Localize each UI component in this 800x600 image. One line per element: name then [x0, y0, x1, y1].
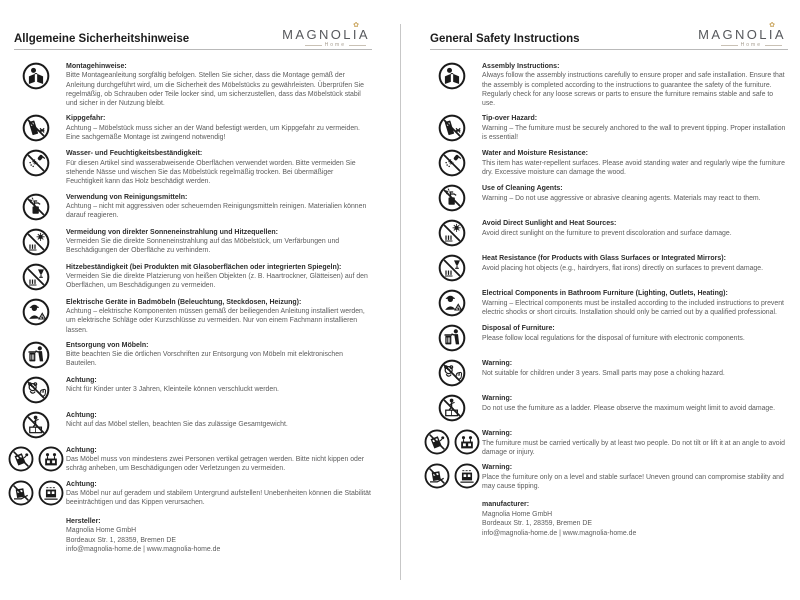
level-ground-icon: [453, 462, 481, 490]
no-children-icon: [21, 375, 51, 405]
item-heading: Water and Moisture Resistance:: [482, 150, 588, 158]
item-heading: Achtung:: [66, 480, 97, 488]
item-body: Vermeiden Sie die direkte Sonneneinstrahlung auf das Möbelstück, um Verfärbungen und Beschädigungen der Oberfläche zu verhindern.: [66, 237, 340, 255]
manufacturer-line: Magnolia Home GmbH: [66, 527, 137, 535]
item-heading: Warning:: [482, 360, 513, 368]
two-person-carry-icon: [453, 428, 481, 456]
assembly-manual-icon: [437, 61, 467, 91]
no-sunlight-icon: [21, 227, 51, 257]
safety-item-list: [14, 61, 372, 508]
safety-item: [14, 340, 372, 370]
safety-item: [430, 218, 788, 248]
safety-item-icons: [430, 323, 474, 353]
manufacturer-line: Bordeaux Str. 1, 28359, Bremen DE: [482, 520, 592, 528]
item-body: Nicht auf das Möbel stellen, beachten Sie das zulässige Gesamtgewicht.: [66, 421, 288, 429]
no-children-icon: [437, 358, 467, 388]
brand-subtitle: Home: [324, 42, 346, 48]
column-header: [430, 22, 788, 50]
item-heading: Assembly Instructions:: [482, 63, 560, 70]
item-body: Always follow the assembly instructions carefully to ensure proper and safe installation. Ensure that the assembly is completed according to the instructions to guarantee the safety of the furniture. Regularly check for any loose screws or parts to ensure the furniture remains stable and safe to use.: [482, 72, 785, 108]
safety-item-icons: [430, 113, 474, 143]
no-hot-objects-icon: [21, 262, 51, 292]
no-climbing-icon: [437, 393, 467, 423]
manufacturer-lines: [482, 510, 788, 539]
safety-item-text: [66, 148, 372, 186]
safety-item-icons: [14, 192, 58, 222]
item-body: Warning – Electrical components must be installed according to the included instructions to prevent electric shocks or short circuits. Installation should only be carried out by a qualified professional.: [482, 299, 784, 317]
safety-item-text: [66, 192, 372, 221]
safety-item-list: [430, 61, 788, 491]
safety-item: [430, 183, 788, 213]
item-heading: Electrical Components in Bathroom Furniture (Lighting, Outlets, Heating):: [482, 290, 728, 298]
safety-item-icons: [14, 297, 58, 327]
item-heading: Disposal of Furniture:: [482, 325, 555, 333]
item-heading: Wasser- und Feuchtigkeitsbeständigkeit:: [66, 150, 203, 158]
safety-item: [430, 462, 788, 491]
safety-item: [14, 262, 372, 292]
safety-item: [14, 375, 372, 405]
no-uneven-ground-icon: [7, 479, 35, 507]
safety-item-icons: [14, 410, 58, 440]
manufacturer-line: info@magnolia-home.de | www.magnolia-home.de: [66, 546, 221, 554]
safety-item: [430, 323, 788, 353]
manufacturer-line: Bordeaux Str. 1, 28359, Bremen DE: [66, 536, 176, 544]
disposal-icon: [21, 340, 51, 370]
safety-item-icons: [14, 61, 58, 91]
item-body: Do not use the furniture as a ladder. Please observe the maximum weight limit to avoid damage.: [482, 404, 776, 412]
item-heading: Avoid Direct Sunlight and Heat Sources:: [482, 220, 617, 228]
electrician-icon: [21, 297, 51, 327]
no-tilt-carry-icon: [7, 445, 35, 473]
manufacturer-block: [482, 500, 788, 538]
no-hot-objects-icon: [437, 253, 467, 283]
item-heading: Warning:: [482, 395, 513, 403]
safety-item-text: [66, 340, 372, 369]
safety-item: [14, 61, 372, 108]
two-person-carry-icon: [37, 445, 65, 473]
safety-item-icons: [14, 445, 58, 473]
item-body: Nicht für Kinder unter 3 Jahren, Kleinteile können verschluckt werden.: [66, 386, 279, 394]
manufacturer-line: info@magnolia-home.de | www.magnolia-home.de: [482, 529, 637, 537]
item-heading: Heat Resistance (for Products with Glass Surfaces or Integrated Mirrors):: [482, 255, 726, 263]
brand-logo: [698, 22, 788, 48]
safety-item-icons: [430, 462, 474, 490]
safety-item-text: [482, 323, 788, 343]
item-heading: Warning:: [482, 430, 513, 438]
item-body: Achtung – nicht mit aggressiven oder scheuernden Reinigungsmitteln reinigen. Materialien können darauf reagieren.: [66, 202, 367, 220]
safety-item: [430, 148, 788, 178]
column-divider: [400, 24, 401, 580]
safety-item: [14, 227, 372, 257]
safety-item: [430, 61, 788, 108]
logo-rule-left: [305, 45, 322, 46]
item-body: Place the furniture only on a level and stable surface! Uneven ground can compromise stability and may cause tipping.: [482, 473, 784, 490]
safety-item-icons: [430, 428, 474, 456]
item-body: Für diesen Artikel sind wasserabweisende Oberflächen verwendet worden. Bitte vermeiden Sie stehende Nässe und wischen Sie das Möbelstück regelmäßig trocken. Bei übermäßiger Feuchtigkeit kann das Holz beschädigt werden.: [66, 159, 356, 186]
safety-item-text: [66, 61, 372, 108]
item-heading: Montagehinweise:: [66, 63, 127, 70]
item-body: Warning – Do not use aggressive or abrasive cleaning agents. Materials may react to them.: [482, 194, 761, 202]
safety-item-icons: [430, 218, 474, 248]
safety-item-text: [66, 227, 372, 256]
safety-item-text: [66, 479, 372, 508]
safety-item-text: [482, 462, 788, 491]
tip-over-icon: [437, 113, 467, 143]
brand-name: MAGNOLIA: [282, 27, 370, 42]
disposal-icon: [437, 323, 467, 353]
safety-item: [14, 445, 372, 474]
manufacturer-line: Magnolia Home GmbH: [482, 510, 553, 518]
no-cleaning-agents-icon: [437, 183, 467, 213]
safety-item-text: [482, 113, 788, 142]
no-uneven-ground-icon: [423, 462, 451, 490]
item-heading: Use of Cleaning Agents:: [482, 185, 563, 193]
no-water-icon: [21, 148, 51, 178]
safety-item-icons: [430, 288, 474, 318]
brand-subtitle: Home: [740, 42, 762, 48]
item-heading: Achtung:: [66, 411, 97, 419]
safety-item-text: [482, 148, 788, 177]
safety-item-icons: [14, 340, 58, 370]
safety-item-icons: [430, 61, 474, 91]
safety-item-text: [482, 253, 788, 273]
safety-item-text: [66, 445, 372, 474]
item-body: The furniture must be carried vertically by at least two people. Do not tilt or lift it at an angle to avoid damage or injury.: [482, 439, 785, 457]
safety-item-text: [482, 218, 788, 238]
item-heading: Entsorgung von Möbeln:: [66, 341, 149, 349]
safety-item: [14, 410, 372, 440]
column-german: [14, 22, 372, 555]
electrician-icon: [437, 288, 467, 318]
safety-item: [430, 113, 788, 143]
safety-item-icons: [430, 148, 474, 178]
safety-item-text: [482, 393, 788, 413]
safety-item: [430, 288, 788, 318]
no-water-icon: [437, 148, 467, 178]
safety-item-text: [482, 288, 788, 317]
logo-rule-right: [765, 45, 782, 46]
brand-subtitle-row: [282, 43, 370, 48]
safety-item: [430, 428, 788, 457]
brand-name: MAGNOLIA: [698, 27, 786, 42]
page-title: General Safety Instructions: [430, 33, 580, 45]
item-body: Achtung – elektrische Komponenten müssen gemäß der beiliegenden Anleitung installiert werden, um elektrische Schläge oder Kurzschlüsse zu vermeiden. Nur von einem Fachmann installieren lassen.: [66, 307, 365, 334]
item-heading: Achtung:: [66, 376, 97, 384]
item-heading: Kippgefahr:: [66, 115, 106, 123]
column-header: [14, 22, 372, 50]
item-body: Achtung – Möbelstück muss sicher an der Wand befestigt werden, um Kippgefahr zu vermeiden. Eine sachgemäße Montage ist zwingend notwendig!: [66, 124, 360, 142]
no-climbing-icon: [21, 410, 51, 440]
logo-rule-left: [721, 45, 738, 46]
safety-item: [430, 253, 788, 283]
safety-item: [430, 393, 788, 423]
manufacturer-label: Hersteller:: [66, 517, 101, 525]
safety-item: [14, 479, 372, 508]
safety-item: [14, 113, 372, 143]
item-body: Das Möbel nur auf geradem und stabilem Untergrund aufstellen! Unebenheiten können die Stabilität beeinträchtigen und das Kippen verursachen.: [66, 490, 371, 507]
safety-item-icons: [14, 113, 58, 143]
item-heading: Verwendung von Reinigungsmitteln:: [66, 193, 188, 201]
safety-item-text: [66, 297, 372, 335]
item-body: Please follow local regulations for the disposal of furniture with electronic components.: [482, 334, 745, 342]
safety-item-icons: [430, 183, 474, 213]
brand-subtitle-row: [698, 43, 786, 48]
no-tilt-carry-icon: [423, 428, 451, 456]
item-heading: Achtung:: [66, 446, 97, 454]
item-body: Warning – The furniture must be securely anchored to the wall to prevent tipping. Proper installation is essential!: [482, 124, 786, 142]
safety-item-text: [482, 183, 788, 203]
no-cleaning-agents-icon: [21, 192, 51, 222]
manufacturer-block: [66, 517, 372, 555]
item-body: Bitte Montageanleitung sorgfältig befolgen. Stellen Sie sicher, dass die Montage gemäß der Anleitung durchgeführt wird, um die Sicherheit des Möbelstücks zu gewährleisten. Überprüfen Sie regelmäßig, ob Schrauben oder Teile locker sind, um sicherzustellen, dass das Möbelstück stabil und sicher in der Nutzung bleibt.: [66, 72, 364, 108]
manufacturer-lines: [66, 526, 372, 555]
safety-item-text: [66, 375, 372, 395]
assembly-manual-icon: [21, 61, 51, 91]
logo-rule-right: [349, 45, 366, 46]
column-english: [430, 22, 788, 538]
safety-item: [14, 297, 372, 335]
item-body: Avoid direct sunlight on the furniture to prevent discoloration and surface damage.: [482, 229, 732, 237]
page-title: Allgemeine Sicherheitshinweise: [14, 33, 190, 45]
safety-item: [14, 192, 372, 222]
safety-item-icons: [14, 375, 58, 405]
brand-logo: [282, 22, 372, 48]
safety-item-text: [482, 61, 788, 108]
no-sunlight-icon: [437, 218, 467, 248]
item-heading: Vermeidung von direkter Sonneneinstrahlung und Hitzequellen:: [66, 228, 278, 236]
safety-item-text: [66, 262, 372, 291]
safety-item-text: [66, 410, 372, 430]
safety-item-text: [66, 113, 372, 142]
safety-item-icons: [14, 479, 58, 507]
item-body: Not suitable for children under 3 years. Small parts may pose a choking hazard.: [482, 369, 725, 377]
safety-item-icons: [14, 262, 58, 292]
safety-item-icons: [430, 393, 474, 423]
item-body: This item has water-repellent surfaces. Please avoid standing water and regularly wipe the furniture dry. Excessive moisture can damage the wood.: [482, 159, 785, 177]
safety-item: [14, 148, 372, 186]
item-heading: Elektrische Geräte in Badmöbeln (Beleuchtung, Steckdosen, Heizung):: [66, 298, 302, 306]
level-ground-icon: [37, 479, 65, 507]
item-heading: Warning:: [482, 464, 513, 472]
magnolia-flower-icon: ✿: [769, 22, 775, 29]
item-heading: Tip-over Hazard:: [482, 115, 538, 123]
safety-item-icons: [14, 227, 58, 257]
safety-item-text: [482, 428, 788, 457]
safety-item-icons: [430, 253, 474, 283]
item-heading: Hitzebeständigkeit (bei Produkten mit Glasoberflächen oder integrierten Spiegeln):: [66, 263, 342, 271]
magnolia-flower-icon: ✿: [353, 22, 359, 29]
item-body: Vermeiden Sie die direkte Platzierung von heißen Objekten (z. B. Haartrockner, Glätteisen) auf den Oberflächen, um Beschädigungen zu vermeiden.: [66, 272, 368, 290]
safety-item: [430, 358, 788, 388]
safety-item-icons: [430, 358, 474, 388]
manufacturer-label: manufacturer:: [482, 501, 530, 509]
item-body: Avoid placing hot objects (e.g., hairdryers, flat irons) directly on surfaces to prevent damage.: [482, 264, 763, 272]
tip-over-icon: [21, 113, 51, 143]
safety-item-text: [482, 358, 788, 378]
item-body: Bitte beachten Sie die örtlichen Vorschriften zur Entsorgung von Möbeln mit elektronischen Bauteilen.: [66, 351, 343, 368]
item-body: Das Möbel muss von mindestens zwei Personen vertikal getragen werden. Bitte nicht kippen oder schräg anheben, um Beschädigungen oder Verletzungen zu vermeiden.: [66, 456, 364, 473]
safety-item-icons: [14, 148, 58, 178]
